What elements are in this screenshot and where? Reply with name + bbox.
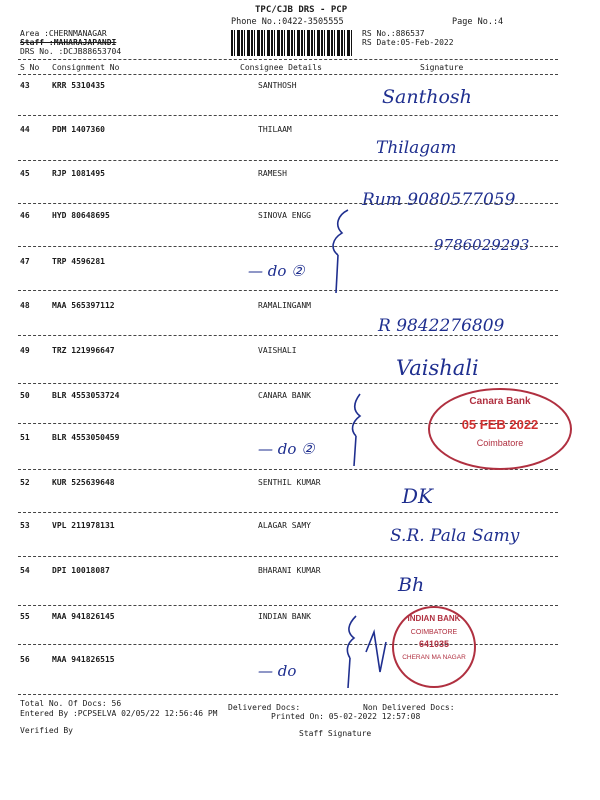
- row-sno: 48: [20, 301, 30, 310]
- row-sno: 43: [20, 81, 30, 90]
- row-consignment: DPI 10018087: [52, 566, 110, 575]
- row-consignment: KUR 525639648: [52, 478, 115, 487]
- bracket-scribble-55-56: [336, 612, 396, 692]
- canara-bank-stamp: [428, 388, 572, 470]
- rs-date: RS Date:05-Feb-2022: [362, 38, 454, 47]
- row-consignment: TRZ 121996647: [52, 346, 115, 355]
- row-consignee: VAISHALI: [258, 346, 297, 355]
- row-consignee: THILAAM: [258, 125, 292, 134]
- barcode: [231, 30, 352, 56]
- total-docs: Total No. Of Docs: 56: [20, 699, 122, 708]
- row-signature: — do ②: [258, 440, 315, 458]
- row-consignment: MAA 941826515: [52, 655, 115, 664]
- staff-label: Staff :MAHARAJAPANDI: [20, 38, 117, 47]
- row-consignment: VPL 211978131: [52, 521, 115, 530]
- row-sno: 49: [20, 346, 30, 355]
- stamp-branch: CHERAN MA NAGAR: [402, 654, 466, 661]
- document-title: TPC/CJB DRS - PCP: [255, 5, 348, 15]
- column-sno: S No: [20, 63, 40, 72]
- row-sno: 52: [20, 478, 30, 487]
- row-divider: [18, 203, 558, 204]
- row-signature: 9786029293: [434, 236, 530, 254]
- row-divider: [18, 469, 558, 470]
- bracket-scribble-50-51: [340, 390, 380, 470]
- row-consignment: KRR 5310435: [52, 81, 105, 90]
- row-consignment: PDM 1407360: [52, 125, 105, 134]
- row-sno: 50: [20, 391, 30, 400]
- row-signature: — do ②: [248, 262, 305, 280]
- row-consignee: BHARANI KUMAR: [258, 566, 321, 575]
- row-signature: Santhosh: [382, 86, 472, 108]
- row-divider: [18, 335, 558, 336]
- row-divider: [18, 290, 558, 291]
- row-sno: 55: [20, 612, 30, 621]
- row-signature: Thilagam: [376, 138, 457, 158]
- verified-by: Verified By: [20, 726, 73, 735]
- row-divider: [18, 644, 558, 645]
- row-consignment: TRP 4596281: [52, 257, 105, 266]
- row-signature: DK: [402, 484, 433, 508]
- row-sno: 56: [20, 655, 30, 664]
- column-signature: Signature: [420, 63, 464, 72]
- row-sno: 45: [20, 169, 30, 178]
- row-sno: 54: [20, 566, 30, 575]
- row-sno: 44: [20, 125, 30, 134]
- drs-number: DRS No. :DCJB88653704: [20, 47, 122, 56]
- row-consignment: BLR 4553050459: [52, 433, 120, 442]
- row-consignee: SINOVA ENGG: [258, 211, 311, 220]
- row-signature: S.R. Pala Samy: [390, 526, 520, 546]
- row-divider: [18, 115, 558, 116]
- phone-number: Phone No.:0422-3505555: [231, 17, 344, 27]
- divider: [18, 74, 558, 75]
- row-signature: Rum 9080577059: [362, 190, 516, 210]
- staff-signature: Staff Signature: [299, 729, 372, 738]
- printed-on: Printed On: 05-02-2022 12:57:08: [271, 712, 421, 721]
- rs-number: RS No.:886537: [362, 29, 425, 38]
- row-consignee: SANTHOSH: [258, 81, 297, 90]
- area-label: Area :CHERNMANAGAR: [20, 29, 107, 38]
- row-consignee: SENTHIL KUMAR: [258, 478, 321, 487]
- row-signature: Bh: [398, 574, 425, 596]
- row-divider: [18, 556, 558, 557]
- non-delivered-docs: Non Delivered Docs:: [363, 703, 455, 712]
- row-signature: R 9842276809: [378, 316, 505, 336]
- row-signature: — do: [258, 662, 297, 680]
- stamp-city: COIMBATORE: [410, 629, 458, 636]
- indian-bank-stamp: [392, 606, 476, 688]
- row-consignment: BLR 4553053724: [52, 391, 120, 400]
- row-consignee: INDIAN BANK: [258, 612, 311, 621]
- row-consignment: HYD 80648695: [52, 211, 110, 220]
- bracket-scribble-46-47: [320, 205, 360, 295]
- row-sno: 47: [20, 257, 30, 266]
- row-consignee: RAMESH: [258, 169, 287, 178]
- row-divider: [18, 512, 558, 513]
- stamp-date: 05 FEB 2022: [461, 417, 539, 432]
- row-divider: [18, 605, 558, 606]
- row-consignment: MAA 941826145: [52, 612, 115, 621]
- row-consignee: CANARA BANK: [258, 391, 311, 400]
- row-divider: [18, 160, 558, 161]
- stamp-bank-name: INDIAN BANK: [407, 614, 461, 623]
- row-divider: [18, 694, 558, 695]
- row-consignee: RAMALINGANM: [258, 301, 311, 310]
- delivered-docs: Delivered Docs:: [228, 703, 301, 712]
- column-consignment: Consignment No: [52, 63, 120, 72]
- stamp-pin: 641035: [418, 639, 450, 649]
- column-consignee: Consignee Details: [240, 63, 322, 72]
- stamp-bank-name: Canara Bank: [469, 396, 531, 407]
- row-signature: Vaishali: [396, 356, 479, 380]
- entered-by: Entered By :PCPSELVA 02/05/22 12:56:46 PM: [20, 709, 218, 718]
- row-divider: [18, 246, 558, 247]
- page-number: Page No.:4: [452, 17, 504, 27]
- row-sno: 51: [20, 433, 30, 442]
- row-consignee: ALAGAR SAMY: [258, 521, 311, 530]
- stamp-city: Coimbatore: [476, 438, 524, 448]
- row-consignment: MAA 565397112: [52, 301, 115, 310]
- row-sno: 53: [20, 521, 30, 530]
- row-sno: 46: [20, 211, 30, 220]
- divider: [18, 59, 558, 60]
- row-consignment: RJP 1081495: [52, 169, 105, 178]
- row-divider: [18, 383, 558, 384]
